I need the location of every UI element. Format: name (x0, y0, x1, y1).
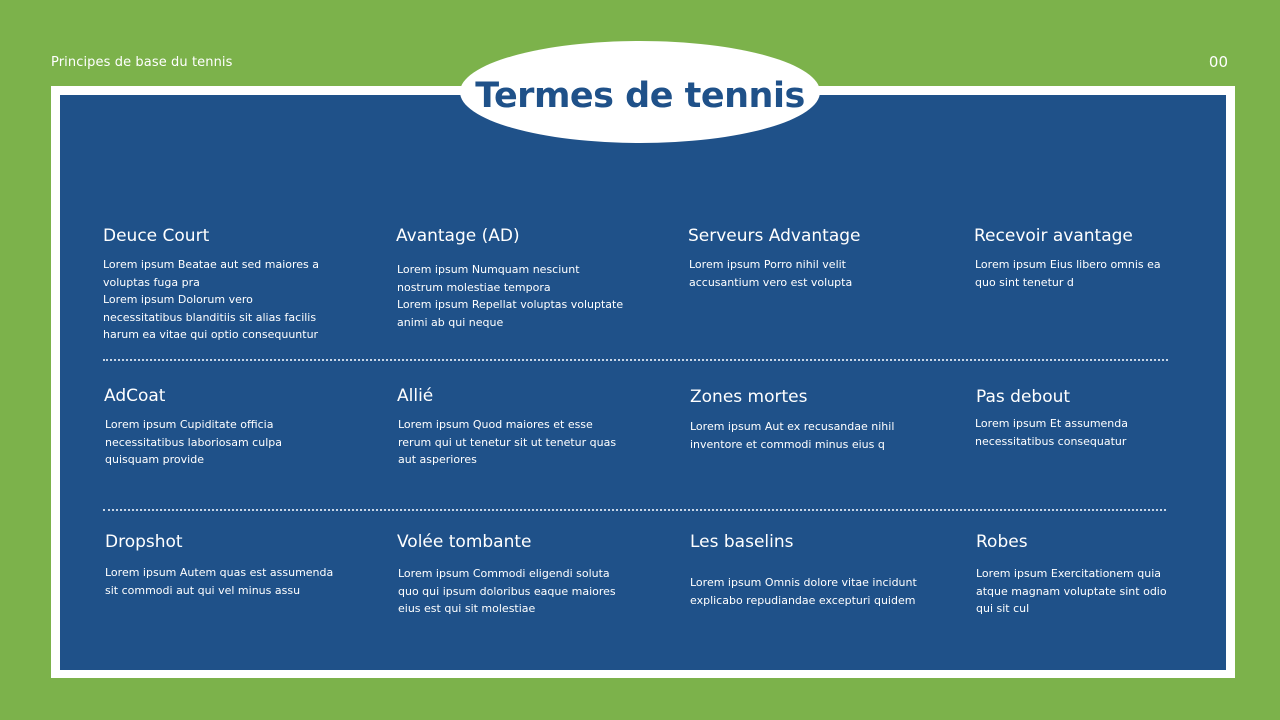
term-line: Lorem ipsum Cupiditate officia (105, 418, 274, 431)
term-description (105, 564, 335, 599)
term-line: Lorem ipsum Et assumenda (975, 417, 1128, 430)
term-line: Lorem ipsum Numquam nesciunt (397, 263, 580, 276)
term-line: nostrum molestiae tempora (397, 280, 551, 294)
term-line: necessitatibus consequatur (975, 434, 1127, 448)
term-description (104, 416, 334, 469)
term-dropshot (105, 532, 335, 599)
term-line: quo sint tenetur d (975, 275, 1074, 289)
term-title: Pas debout (976, 387, 1071, 407)
term-les-baselins (690, 532, 920, 609)
term-line: necessitatibus laboriosam culpa (105, 435, 282, 449)
presentation-subtitle: Principes de base du tennis (51, 55, 233, 70)
term-line: eius est qui sit molestiae (398, 602, 536, 616)
term-line: Lorem ipsum Porro nihil velit (689, 258, 846, 271)
term-title: Volée tombante (397, 532, 532, 552)
term-recevoir-avantage (974, 226, 1204, 291)
term-title: Allié (397, 386, 434, 406)
term-line: qui sit cul (976, 602, 1030, 616)
term-line: explicabo repudiandae excepturi quidem (690, 593, 916, 607)
slide-title: Termes de tennis (475, 76, 805, 116)
term-title: Les baselins (690, 532, 794, 552)
term-description (974, 256, 1204, 291)
term-line: voluptas fuga pra (103, 275, 200, 289)
term-title: Robes (976, 532, 1028, 552)
title-oval (460, 41, 820, 143)
term-description (688, 256, 918, 291)
term-line: sit commodi aut qui vel minus assu (105, 583, 301, 597)
term-allie (397, 386, 627, 469)
term-description (690, 418, 920, 453)
term-deuce-court (103, 226, 333, 344)
term-title: Zones mortes (690, 387, 808, 407)
term-line: animi ab qui neque (397, 315, 504, 329)
term-title: Avantage (AD) (396, 226, 520, 246)
term-description (397, 416, 627, 469)
term-adcoat (104, 386, 334, 469)
term-zones-mortes (690, 387, 920, 453)
term-line: Lorem ipsum Omnis dolore vitae incidunt (690, 576, 917, 589)
term-line: quo qui ipsum doloribus eaque maiores (398, 584, 616, 598)
page-number: 00 (1208, 53, 1228, 71)
term-description (690, 574, 920, 609)
term-description (975, 415, 1206, 450)
term-line: Lorem ipsum Exercitationem quia (976, 567, 1162, 580)
term-robes (976, 532, 1206, 618)
term-title: AdCoat (104, 386, 166, 406)
term-line: necessitatibus blanditiis sit alias facilis (103, 310, 317, 324)
term-line: Lorem ipsum Commodi eligendi soluta (398, 567, 610, 580)
term-pas-debout (976, 387, 1206, 450)
term-description (103, 256, 333, 344)
term-description (976, 565, 1206, 618)
term-line: harum ea vitae qui optio consequuntur (103, 328, 319, 342)
term-title: Dropshot (105, 532, 183, 552)
term-line: Lorem ipsum Repellat voluptas voluptate (397, 298, 624, 312)
term-title: Deuce Court (103, 226, 210, 246)
term-line: Lorem ipsum Beatae aut sed maiores a (103, 258, 320, 271)
term-line: inventore et commodi minus eius q (690, 437, 885, 451)
term-title: Recevoir avantage (974, 226, 1133, 246)
term-line: Lorem ipsum Quod maiores et esse (398, 418, 593, 431)
term-line: Lorem ipsum Eius libero omnis ea (975, 258, 1161, 271)
term-title: Serveurs Advantage (688, 226, 861, 246)
term-line: aut asperiores (398, 453, 477, 467)
term-volee-tombante (397, 532, 627, 618)
term-line: accusantium vero est volupta (689, 275, 853, 289)
row-divider (103, 509, 1166, 511)
term-line: quisquam provide (105, 453, 204, 467)
row-divider (103, 359, 1168, 361)
term-line: atque magnam voluptate sint odio (976, 584, 1167, 598)
term-line: rerum qui ut tenetur sit ut tenetur quas (398, 435, 617, 449)
term-description (396, 261, 626, 331)
term-avantage-ad (396, 226, 626, 331)
term-serveurs-advantage (688, 226, 918, 291)
term-line: Lorem ipsum Aut ex recusandae nihil (690, 420, 895, 433)
term-line: Lorem ipsum Autem quas est assumenda (105, 566, 334, 579)
term-description (397, 565, 627, 618)
term-line: Lorem ipsum Dolorum vero (103, 293, 253, 307)
